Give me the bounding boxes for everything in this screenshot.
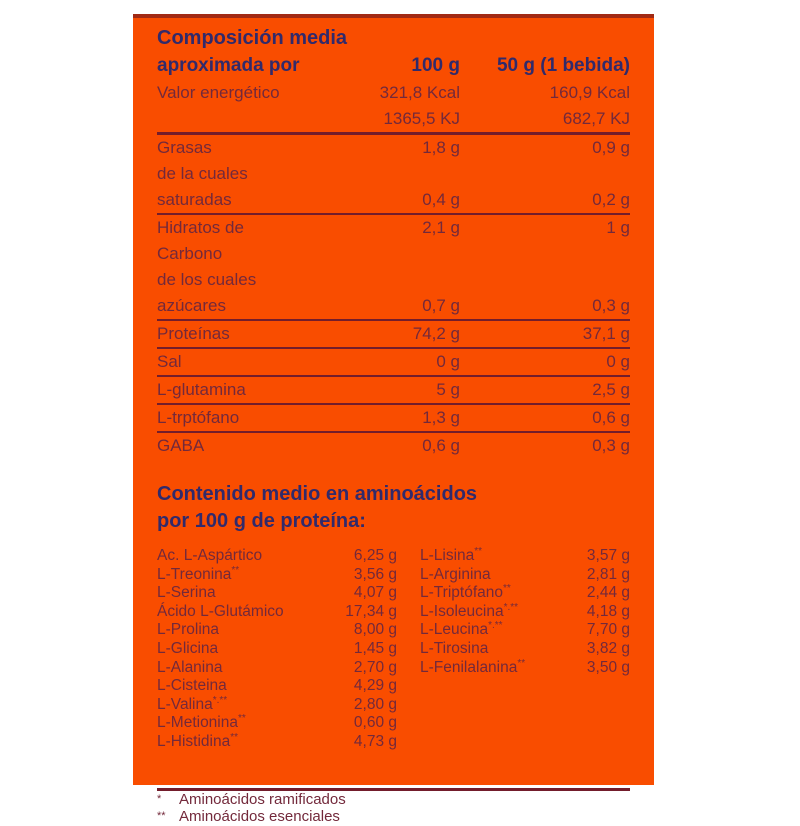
amino-value: 7,70 g [586, 621, 630, 639]
composition-header-row [157, 52, 630, 80]
amino-value: 2,80 g [353, 695, 397, 713]
row-value-100g: 5 g [436, 380, 460, 399]
row-value-50g: 1 g [606, 218, 630, 237]
row-value-50g: 0,3 g [592, 296, 630, 315]
amino-row [157, 696, 397, 715]
amino-row [420, 584, 630, 603]
row-label: Sal [157, 352, 182, 371]
amino-name: L-Lisina** [420, 545, 483, 564]
amino-name: L-Valina*.** [157, 694, 228, 713]
amino-name: L-Treonina** [157, 564, 240, 583]
amino-name: Ac. L-Aspártico [157, 547, 263, 564]
row-value-100g: 0 g [436, 352, 460, 371]
amino-name: Ácido L-Glutámico [157, 602, 284, 620]
row-value-50g: 0,6 g [592, 408, 630, 427]
amino-value: 3,50 g [586, 658, 630, 676]
footnote-esenciales [157, 808, 630, 826]
amino-title-line1: Contenido medio en aminoácidos [157, 483, 478, 505]
amino-row [157, 566, 397, 585]
amino-row [157, 584, 397, 603]
amino-name: L-Arginina [420, 565, 491, 583]
composition-row [157, 106, 630, 132]
footnote-marker: * [157, 792, 162, 805]
row-value-50g: 2,5 g [592, 380, 630, 399]
row-label: Grasas [157, 138, 212, 157]
nutrition-label-panel [133, 14, 654, 826]
composition-row [157, 293, 630, 319]
row-value-100g [310, 161, 460, 187]
amino-row [420, 640, 630, 659]
row-label: saturadas [157, 190, 232, 209]
row-value-50g: 0 g [606, 352, 630, 371]
footnote-marker: ** [157, 810, 166, 823]
amino-name: L-Glicina [157, 639, 219, 657]
footnote-ramificados [157, 791, 630, 809]
amino-title-line2: por 100 g de proteína: [157, 510, 366, 532]
row-value-50g [460, 267, 630, 293]
column-header-100g: 100 g [411, 55, 460, 76]
column-header-50g: 50 g (1 bebida) [496, 55, 630, 76]
amino-value: 3,82 g [586, 639, 630, 657]
footnote-text: Aminoácidos esenciales [179, 808, 340, 826]
row-value-100g: 1,3 g [422, 408, 460, 427]
row-label: azúcares [157, 296, 226, 315]
amino-name: L-Cisteina [157, 677, 227, 695]
amino-row [157, 659, 397, 678]
amino-row [157, 621, 397, 640]
amino-row [157, 677, 397, 696]
composition-row [157, 433, 630, 459]
amino-row [420, 659, 630, 678]
composition-row [157, 377, 630, 403]
amino-row [157, 733, 397, 752]
row-value-50g: 0,2 g [592, 190, 630, 209]
amino-value: 4,18 g [586, 602, 630, 620]
amino-value: 4,07 g [353, 584, 397, 602]
composition-row [157, 187, 630, 213]
amino-row [157, 714, 397, 733]
footnote-text: Aminoácidos ramificados [179, 790, 346, 808]
row-value-100g: 0,4 g [422, 190, 460, 209]
composition-row [157, 349, 630, 375]
composition-row [157, 321, 630, 347]
composition-row [157, 80, 630, 106]
composition-row [157, 405, 630, 431]
row-label: L-trptófano [157, 408, 240, 427]
amino-row [157, 603, 397, 622]
row-label: Valor energético [157, 83, 280, 102]
row-label: Proteínas [157, 324, 230, 343]
amino-row [420, 603, 630, 622]
amino-value: 3,56 g [353, 565, 397, 583]
row-value-50g: 0,9 g [592, 138, 630, 157]
row-label [157, 106, 310, 132]
row-value-100g: 0,6 g [422, 436, 460, 455]
amino-value: 0,60 g [353, 714, 397, 732]
row-value-50g: 682,7 KJ [562, 109, 630, 128]
amino-name: L-Tirosina [420, 639, 489, 657]
row-value-50g: 160,9 Kcal [549, 83, 630, 102]
amino-row [420, 547, 630, 566]
amino-value: 2,44 g [586, 584, 630, 602]
amino-row [157, 547, 397, 566]
amino-value: 2,81 g [586, 565, 630, 583]
row-value-100g: 2,1 g [422, 218, 460, 237]
amino-value: 3,57 g [586, 547, 630, 564]
amino-name: L-Metionina** [157, 713, 246, 732]
row-value-100g: 1365,5 KJ [383, 109, 460, 128]
amino-name: L-Prolina [157, 621, 220, 639]
composition-row [157, 215, 630, 267]
amino-row [420, 566, 630, 585]
amino-column-left [157, 547, 397, 752]
row-label: de los cuales [157, 270, 257, 289]
amino-value: 2,70 g [353, 658, 397, 676]
amino-section-title [157, 481, 630, 535]
composition-row [157, 267, 630, 293]
amino-value: 8,00 g [353, 621, 397, 639]
amino-value: 4,73 g [353, 732, 397, 750]
amino-name: L-Triptófano** [420, 583, 511, 602]
composition-row [157, 161, 630, 187]
row-label: de la cuales [157, 164, 248, 183]
composition-title-line2: aproximada por [157, 55, 300, 76]
row-value-100g: 74,2 g [412, 324, 460, 343]
amino-acids-list [157, 547, 630, 752]
amino-name: L-Leucina*.** [420, 620, 503, 639]
row-value-50g: 0,3 g [592, 436, 630, 455]
row-value-100g: 0,7 g [422, 296, 460, 315]
amino-value: 1,45 g [353, 639, 397, 657]
amino-column-right [420, 547, 630, 752]
amino-row [157, 640, 397, 659]
row-label: Hidratos de Carbono [157, 218, 244, 263]
amino-name: L-Isoleucina*.** [420, 601, 519, 620]
row-value-100g [310, 267, 460, 293]
row-value-50g: 37,1 g [582, 324, 630, 343]
amino-name: L-Serina [157, 584, 216, 602]
row-label: L-glutamina [157, 380, 246, 399]
amino-row [420, 621, 630, 640]
amino-value: 17,34 g [345, 602, 397, 620]
row-value-50g [460, 161, 630, 187]
amino-name: L-Fenilalanina** [420, 657, 526, 676]
row-value-100g: 321,8 Kcal [379, 83, 460, 102]
row-value-100g: 1,8 g [422, 138, 460, 157]
row-label: GABA [157, 436, 205, 455]
amino-value: 4,29 g [353, 677, 397, 695]
amino-value: 6,25 g [353, 547, 397, 564]
amino-name: L-Histidina** [157, 731, 239, 750]
composition-row [157, 135, 630, 161]
composition-title-line1: Composición media [157, 27, 348, 49]
amino-name: L-Alanina [157, 658, 223, 676]
